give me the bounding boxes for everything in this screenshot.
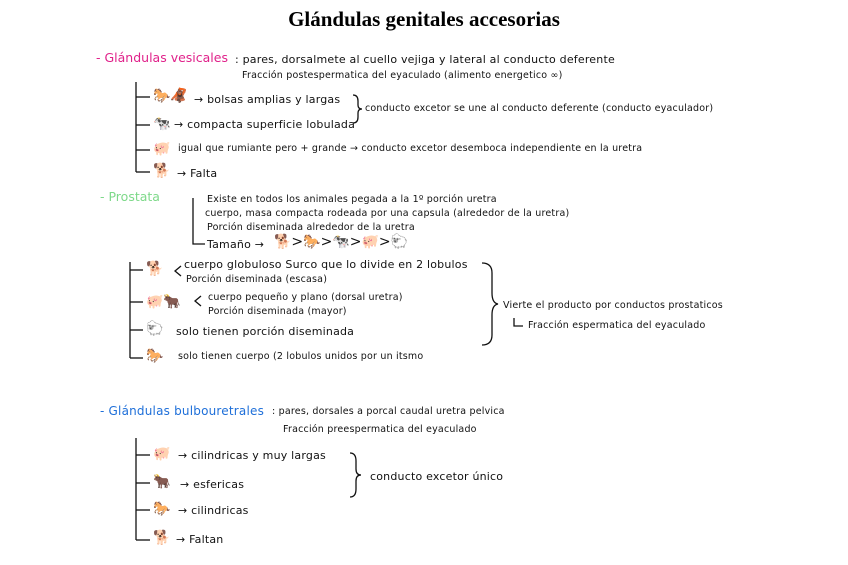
prostata-heading: - Prostata	[100, 189, 160, 204]
pig-icon: 🐖	[153, 446, 171, 462]
bulbouretrales-item-label: → cilindricas y muy largas	[178, 449, 326, 462]
dog-icon: 🐕	[146, 261, 164, 277]
vesicales-desc-2: Fracción postespermatica del eyaculado (alimento energetico ∞)	[242, 70, 563, 81]
prostata-item-line: Porción diseminada (escasa)	[186, 274, 328, 285]
bulbouretrales-brace-note: conducto excetor único	[370, 470, 504, 483]
dog-icon: 🐕	[153, 163, 171, 179]
size-order-animals-icon: 🐕>🐎>🐄>🐖>🐑	[274, 234, 409, 250]
pig-icon: 🐖	[153, 141, 171, 157]
pig-bull-icon: 🐖🐂	[146, 294, 181, 310]
page-title: Glándulas genitales accesorias	[288, 7, 560, 31]
horse-icon: 🐎	[146, 348, 164, 364]
prostata-item-line: cuerpo globuloso Surco que lo divide en 2 lobulos	[184, 258, 468, 271]
horse-icon: 🐎	[153, 501, 171, 517]
cow-icon: 🐄	[153, 116, 171, 132]
vesicales-item-label: igual que rumiante pero + grande → conducto excetor desemboca independiente en la uretra	[178, 143, 643, 154]
bulbouretrales-desc-2: Fracción preespermatica del eyaculado	[283, 424, 477, 435]
prostata-note: Porción diseminada alrededor de la uretra	[207, 222, 415, 233]
vesicales-item-label: → bolsas amplias y largas	[194, 93, 341, 106]
prostata-item-line: cuerpo pequeño y plano (dorsal uretra)	[208, 292, 403, 303]
tamano-label: Tamaño →	[207, 238, 265, 251]
bulbouretrales-item-label: → esfericas	[180, 478, 245, 491]
vesicales-brace-note: conducto excetor se une al conducto deferente (conducto eyaculador)	[365, 103, 714, 114]
bulbouretrales-desc-1: : pares, dorsales a porcal caudal uretra pelvica	[272, 406, 505, 417]
vesicales-item-label: → compacta superficie lobulada	[174, 118, 356, 131]
prostata-brace-note: Vierte el producto por conductos prostaticos	[503, 300, 723, 311]
prostata-item-line: solo tienen cuerpo (2 lobulos unidos por un itsmo	[178, 351, 424, 362]
prostata-note: cuerpo, masa compacta rodeada por una capsula (alrededor de la uretra)	[205, 208, 570, 219]
dog-icon: 🐕	[153, 530, 171, 546]
prostata-brace-note: Fracción espermatica del eyaculado	[528, 320, 706, 331]
vesicales-desc-1: : pares, dorsalmete al cuello vejiga y lateral al conducto deferente	[235, 53, 615, 66]
bull-icon: 🐂	[153, 474, 171, 490]
vesicales-item-label: → Falta	[177, 167, 218, 180]
bulbouretrales-item-label: → cilindricas	[178, 504, 249, 517]
horse-orangutan-icon: 🐎🦧	[153, 88, 188, 104]
bulbouretrales-heading: - Glándulas bulbouretrales	[100, 404, 265, 418]
bulbouretrales-item-label: → Faltan	[176, 533, 224, 546]
vesicales-heading: - Glándulas vesicales	[96, 50, 228, 65]
sheep-icon: 🐑	[146, 321, 164, 337]
prostata-item-line: solo tienen porción diseminada	[176, 325, 355, 338]
prostata-item-line: Porción diseminada (mayor)	[208, 306, 347, 317]
prostata-note: Existe en todos los animales pegada a la 1º porción uretra	[207, 194, 497, 205]
